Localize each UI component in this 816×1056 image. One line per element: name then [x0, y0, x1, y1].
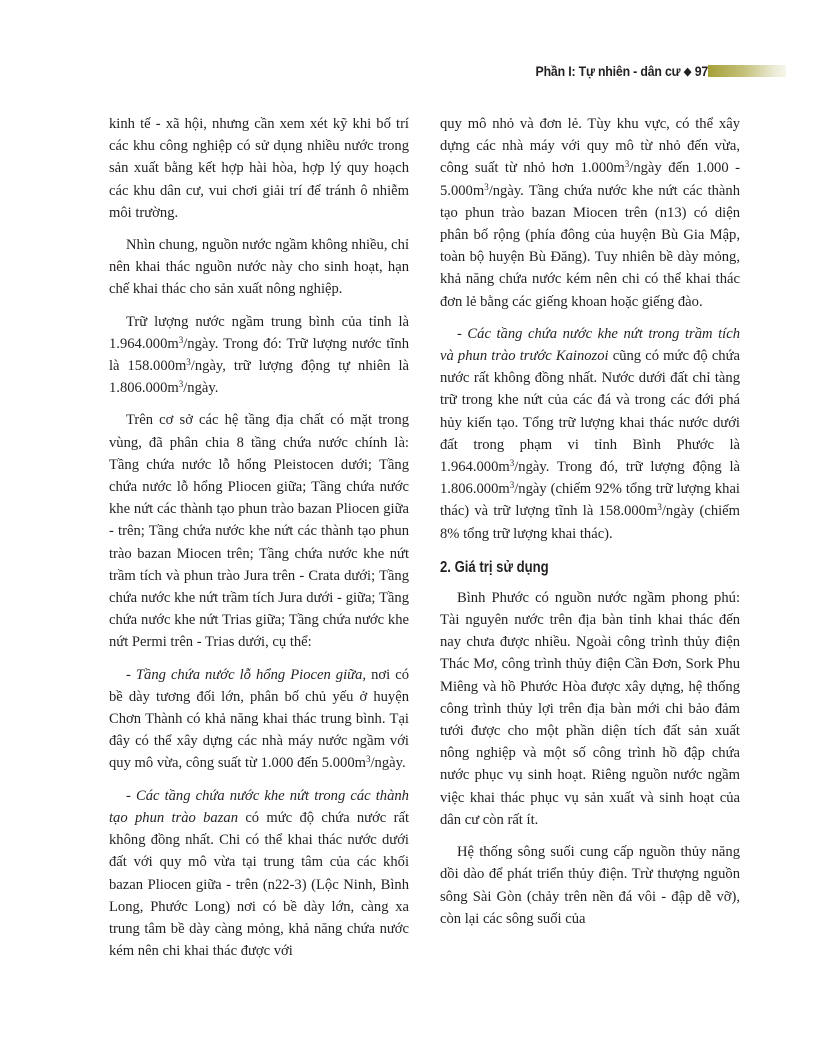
right-column: [440, 113, 740, 940]
left-column: [109, 113, 409, 972]
running-header: [0, 62, 816, 82]
text: /ngày.: [370, 755, 406, 772]
header-accent-bar: [708, 65, 786, 77]
superscript: 3: [484, 181, 489, 192]
superscript: 3: [178, 334, 184, 345]
paragraph-kainozoi: [440, 323, 740, 545]
italic-term: Các tầng chứa nước khe nứt trong các thành tạo phun trào bazan: [109, 787, 409, 826]
superscript: 3: [657, 502, 662, 513]
text: /ngày. Trong đó, trữ lượng động là 1.806.000m: [440, 459, 740, 498]
diamond-separator-icon: ◆: [683, 66, 692, 78]
paragraph-piocen: [109, 664, 409, 775]
text: Trữ lượng nước ngầm trung bình của tỉnh là 1.964.000m: [109, 313, 409, 352]
superscript: 3: [178, 379, 184, 390]
paragraph: Trên cơ sở các hệ tầng địa chất có mặt trong vùng, đã phân chia 8 tầng chứa nước chính là: Tầng chứa nước lỗ hổng Pleistocen dưới; Tầng chứa nước lỗ hổng Pliocen giữa; Tầng chứa nước khe nứt các thành tạo phun trào bazan Pliocen giữa - trên; Tầng chứa nước khe nứt các thành tạo phun trào bazan Miocen trên; Tầng chứa nước khe nứt trầm tích và phun trào Jura trên - Crata dưới; Tầng chứa nước khe nứt trầm tích Jura dưới - giữa; Tầng chứa nước khe nứt Trias giữa; Tầng chứa nước khe nứt Permi trên - Trias dưới, cụ thể:: [109, 412, 409, 651]
text: cũng có mức độ chứa nước rất không đồng nhất. Nước dưới đất chỉ tàng trữ trong khe nứt của các đá và trong các đới phá hủy kiến tạo. Tổng trữ lượng khai thác nước dưới đất trong phạm vi tỉnh Bình Phước là 1.964.000m: [440, 348, 740, 476]
paragraph-continued: [440, 113, 740, 313]
text: /ngày đến 1.000 - 5.000m: [440, 160, 740, 199]
superscript: 3: [186, 357, 191, 368]
paragraph: Bình Phước có nguồn nước ngầm phong phú: Tài nguyên nước trên địa bàn tỉnh khai thác đến nay chưa được nhiều. Ngoài công trình thủy điện Thác Mơ, công trình thủy điện Cần Đơn, Sork Phu Miêng và hồ Phước Hòa được xây dựng, hệ thống công trình thủy lợi trên địa bàn mới chi bảo đảm tưới được cho một phần diện tích đất sản xuất nông nghiệp và một số công trình hồ đập chứa nước phục vụ sinh hoạt. Riêng nguồn nước ngầm việc khai thác phục vụ sản xuất và sinh hoạt của dân cư còn rất ít.: [440, 589, 740, 828]
paragraph-bazan: [109, 785, 409, 963]
superscript: 3: [366, 754, 371, 765]
text: /ngày. Trong đó: Trữ lượng nước tĩnh là 158.000m: [109, 335, 409, 375]
text: /ngày.: [183, 380, 219, 397]
paragraph: Nhìn chung, nguồn nước ngầm không nhiều, chỉ nên khai thác nguồn nước này cho sinh hoạt, hạn chế khai thác cho sản xuất nông nghiệp.: [109, 237, 409, 298]
italic-term: Các tầng chứa nước khe nứt trong trầm tích và phun trào trước Kainozoi: [440, 325, 740, 365]
dash: -: [457, 325, 468, 342]
text: /ngày (chiếm 8% tổng trữ lượng khai thác).: [440, 503, 740, 542]
running-header-text: [535, 62, 708, 82]
superscript: 3: [509, 480, 515, 491]
superscript: 3: [509, 458, 515, 469]
paragraph: kinh tế - xã hội, nhưng cần xem xét kỹ khi bố trí các khu công nghiệp có sử dụng nhiều nước trong sản xuất bằng kết hợp hài hòa, hợp lý quy hoạch các khu dân cư, vui chơi giải trí để tránh ô nhiễm môi trường.: [109, 116, 409, 221]
dash: -: [126, 787, 136, 804]
page-number: 97: [694, 63, 708, 79]
paragraph-reserves: [109, 311, 409, 400]
text: nơi có bề dày tương đối lớn, phân bố chủ yếu ở huyện Chơn Thành có khả năng khai thác trung bình. Tại đây có thể xây dựng các nhà máy nước ngầm với quy mô vừa, công suất từ 1.000 đến 5.000m: [109, 666, 409, 772]
section-title: Phần I: Tự nhiên - dân cư: [535, 63, 681, 79]
text: /ngày (chiếm 92% tổng trữ lượng khai thác) và trữ lượng tĩnh là 158.000m: [440, 481, 740, 520]
italic-term: Tầng chứa nước lỗ hổng Piocen giữa,: [135, 666, 367, 683]
dash: -: [126, 666, 136, 683]
text: /ngày. Tầng chứa nước khe nứt các thành tạo phun trào bazan Miocen trên (n13) có diện phân bố rộng (phía đông của huyện Bù Gia Mập, toàn bộ huyện Bù Đăng). Tuy nhiên bề dày mỏng, khả năng chứa nước kém nên chi có thể khai thác đơn lẻ bằng các giếng khoan hoặc giếng đào.: [440, 182, 740, 310]
section-heading: 2. Giá trị sử dụng: [440, 558, 549, 576]
text: có mức độ chứa nước rất không đồng nhất. Chi có thể khai thác nước dưới đất với quy mô vừa tại trung tâm của các khối bazan Pliocen giữa - trên (n22-3) (Lộc Ninh, Bình Long, Phước Long) nơi có bề dày lớn, càng xa trung tâm bề dày càng mỏng, khả năng chứa nước kém nên chi khai thác được với: [109, 809, 409, 960]
paragraph: Hệ thống sông suối cung cấp nguồn thủy năng dồi dào để phát triển thủy điện. Trừ thượng nguồn sông Sài Gòn (chảy trên nền đá vôi - đập dễ vỡ), còn lại các sông suối của: [440, 844, 740, 927]
text: quy mô nhỏ và đơn lẻ. Tùy khu vực, có thể xây dựng các nhà máy với quy mô từ nhỏ đến vừa, công suất từ nhỏ hơn 1.000m: [440, 116, 740, 177]
text: /ngày, trữ lượng động tự nhiên là 1.806.000m: [109, 358, 409, 397]
superscript: 3: [624, 159, 630, 170]
